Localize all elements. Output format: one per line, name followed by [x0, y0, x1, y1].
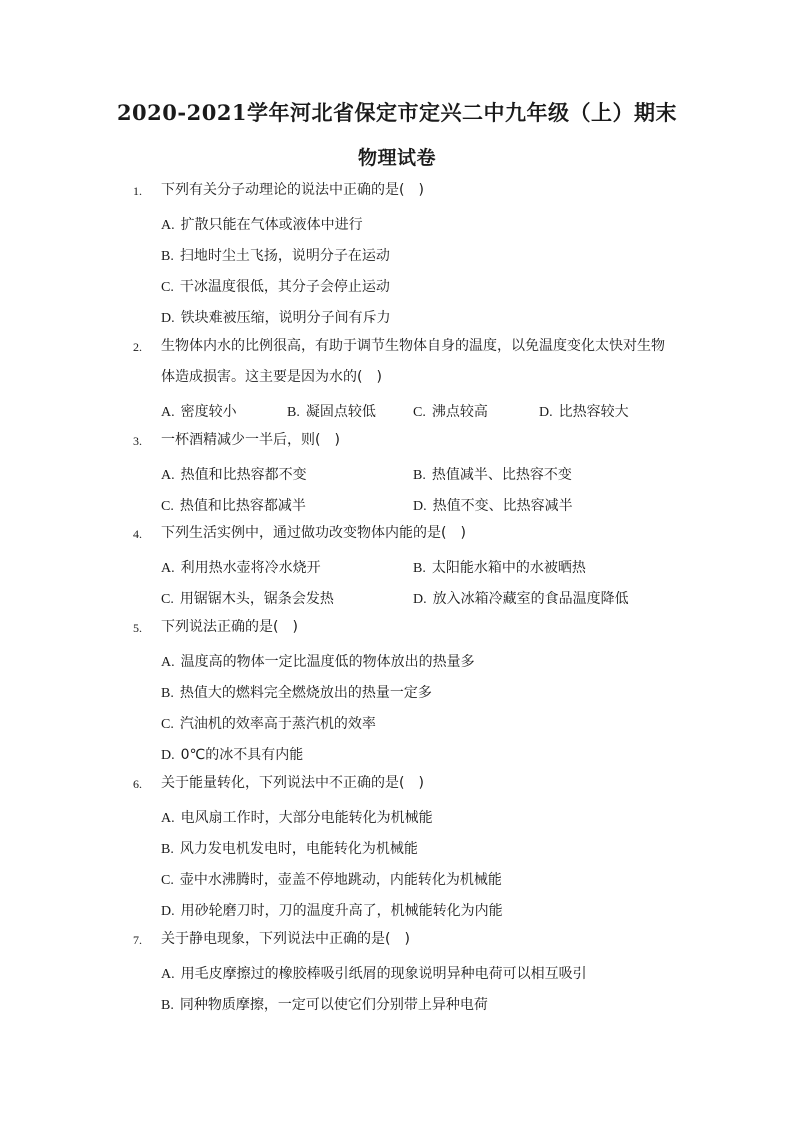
option-c — [413, 401, 488, 421]
option-text: 凝固点较低 — [305, 404, 376, 420]
option-b — [287, 401, 376, 421]
option-text: 放入冰箱冷藏室的食品温度降低 — [432, 591, 629, 607]
option-text: 比热容较大 — [558, 404, 629, 420]
option-b — [161, 994, 488, 1014]
option-c — [161, 495, 306, 515]
option-b — [161, 838, 418, 858]
option-text: 用砂轮磨刀时，刀的温度升高了，机械能转化为内能 — [180, 903, 503, 919]
option-c — [161, 276, 390, 296]
option-d — [413, 495, 573, 515]
option-b — [413, 557, 586, 577]
option-text: 电风扇工作时，大部分电能转化为机械能 — [180, 810, 433, 826]
option-text: 汽油机的效率高于蒸汽机的效率 — [179, 716, 376, 732]
option-a — [161, 214, 363, 234]
question-number: 1. — [133, 184, 142, 198]
option-text: 同种物质摩擦，一定可以使它们分别带上异种电荷 — [179, 997, 488, 1013]
option-a — [161, 963, 587, 983]
option-letter: D. — [539, 405, 553, 420]
option-letter: D. — [161, 311, 175, 326]
option-text: 温度高的物体一定比温度低的物体放出的热量多 — [180, 654, 475, 670]
option-letter: C. — [161, 873, 174, 888]
question-number: 4. — [133, 527, 142, 541]
option-d — [161, 900, 503, 920]
option-letter: A. — [161, 561, 175, 576]
option-letter: D. — [161, 748, 175, 763]
option-letter: A. — [161, 468, 175, 483]
option-c — [161, 713, 376, 733]
question-stem: 生物体内水的比例很高，有助于调节生物体自身的温度，以免温度变化太快对生物体造成损害。这主要是因为水的( ) — [161, 338, 665, 385]
option-a — [161, 807, 433, 827]
option-text: 太阳能水箱中的水被晒热 — [431, 560, 586, 576]
option-letter: A. — [161, 218, 175, 233]
question-number: 7. — [133, 933, 142, 947]
question-number: 6. — [133, 777, 142, 791]
question-number: 5. — [133, 621, 142, 635]
option-text: 利用热水壶将冷水烧开 — [180, 560, 321, 576]
option-text: 用毛皮摩擦过的橡胶棒吸引纸屑的现象说明异种电荷可以相互吸引 — [180, 966, 587, 982]
option-letter: C. — [161, 717, 174, 732]
option-text: 热值和比热容都减半 — [179, 498, 306, 514]
option-letter: B. — [161, 686, 174, 701]
option-text: 热值减半、比热容不变 — [431, 467, 572, 483]
option-text: 用锯锯木头，锯条会发热 — [179, 591, 334, 607]
option-d — [413, 588, 629, 608]
option-a — [161, 464, 307, 484]
option-b — [161, 245, 390, 265]
option-text: 扩散只能在气体或液体中进行 — [180, 217, 363, 233]
question-stem: 下列有关分子动理论的说法中正确的是( ) — [161, 182, 424, 198]
exam-title: 2020-2021学年河北省保定市定兴二中九年级（上）期末 — [116, 100, 678, 125]
option-text: 沸点较高 — [431, 404, 488, 420]
option-text: 热值不变、比热容减半 — [432, 498, 573, 514]
question-number: 3. — [133, 434, 142, 448]
option-text: 铁块难被压缩，说明分子间有斥力 — [180, 310, 391, 326]
option-letter: D. — [161, 904, 175, 919]
option-text: 壶中水沸腾时，壶盖不停地跳动，内能转化为机械能 — [179, 872, 502, 888]
question-stem: 关于能量转化，下列说法中不正确的是( ) — [161, 775, 424, 791]
option-a — [161, 557, 321, 577]
option-letter: A. — [161, 967, 175, 982]
option-letter: A. — [161, 405, 175, 420]
option-text: 扫地时尘土飞扬，说明分子在运动 — [179, 248, 390, 264]
question-stem: 一杯酒精减少一半后，则( ) — [161, 432, 340, 448]
option-d — [161, 744, 303, 764]
option-d — [539, 401, 629, 421]
option-text: 干冰温度很低，其分子会停止运动 — [179, 279, 390, 295]
option-letter: C. — [161, 499, 174, 514]
question-stem: 下列生活实例中，通过做功改变物体内能的是( ) — [161, 525, 466, 541]
option-text: 热值大的燃料完全燃烧放出的热量一定多 — [179, 685, 432, 701]
option-letter: B. — [287, 405, 300, 420]
option-d — [161, 307, 391, 327]
exam-subtitle: 物理试卷 — [357, 147, 436, 169]
option-text: 风力发电机发电时，电能转化为机械能 — [179, 841, 418, 857]
option-letter: A. — [161, 655, 175, 670]
option-b — [161, 682, 432, 702]
option-text: 密度较小 — [180, 404, 237, 420]
option-letter: C. — [161, 592, 174, 607]
option-a — [161, 401, 237, 421]
question-stem: 关于静电现象，下列说法中正确的是( ) — [161, 931, 410, 947]
option-c — [161, 588, 334, 608]
question-number: 2. — [133, 340, 142, 354]
option-text: 热值和比热容都不变 — [180, 467, 307, 483]
option-letter: D. — [413, 592, 427, 607]
question-stem: 下列说法正确的是( ) — [161, 619, 298, 635]
option-letter: B. — [161, 998, 174, 1013]
option-c — [161, 869, 502, 889]
option-letter: C. — [413, 405, 426, 420]
option-a — [161, 651, 475, 671]
option-letter: D. — [413, 499, 427, 514]
option-letter: A. — [161, 811, 175, 826]
option-letter: B. — [413, 561, 426, 576]
option-letter: C. — [161, 280, 174, 295]
option-letter: B. — [161, 249, 174, 264]
option-letter: B. — [413, 468, 426, 483]
option-letter: B. — [161, 842, 174, 857]
option-b — [413, 464, 572, 484]
option-text: 0℃的冰不具有内能 — [180, 747, 304, 763]
